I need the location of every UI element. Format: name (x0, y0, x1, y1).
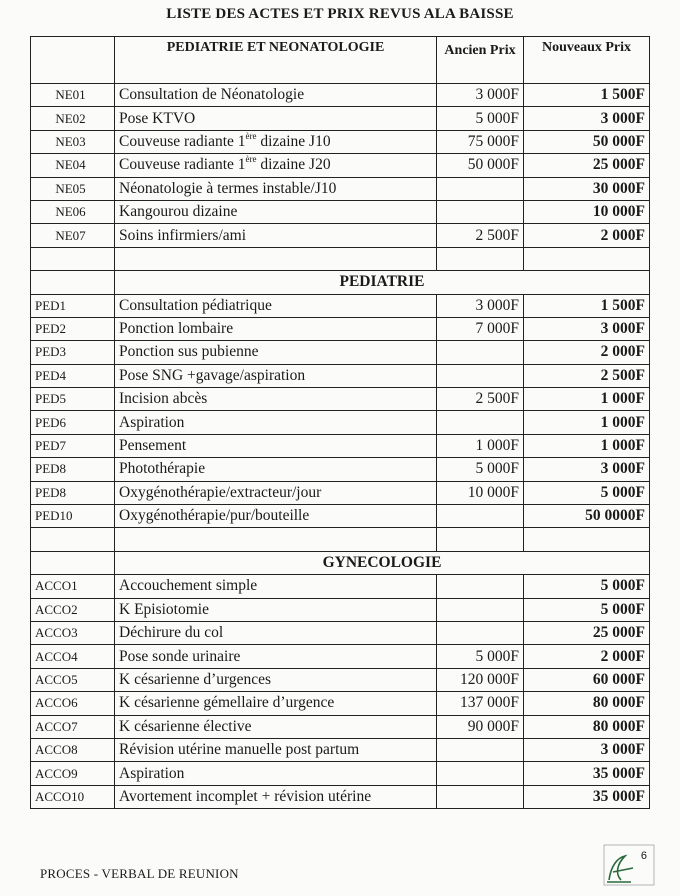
old-price: 2 500F (437, 224, 524, 247)
act-label (115, 154, 437, 177)
act-code: NE03 (31, 130, 115, 153)
act-label: Pensement (115, 434, 437, 457)
old-price (437, 177, 524, 200)
table-row (31, 575, 650, 598)
old-price (437, 200, 524, 223)
act-label: K césarienne gémellaire d’urgence (115, 692, 437, 715)
act-code: PED6 (31, 411, 115, 434)
new-price: 1 500F (524, 294, 650, 317)
old-price (437, 341, 524, 364)
table-row (31, 317, 650, 340)
act-code: ACCO10 (31, 785, 115, 808)
act-label-pre: Couveuse radiante 1 (119, 132, 246, 150)
table-row (31, 341, 650, 364)
act-label: Aspiration (115, 762, 437, 785)
old-price: 5 000F (437, 458, 524, 481)
table-row (31, 130, 650, 153)
table-row (31, 458, 650, 481)
table-row (31, 177, 650, 200)
act-label: Consultation pédiatrique (115, 294, 437, 317)
act-label: Accouchement simple (115, 575, 437, 598)
act-code: ACCO4 (31, 645, 115, 668)
table-row (31, 84, 650, 107)
act-label-pre: Couveuse radiante 1 (119, 156, 246, 174)
act-code: ACCO9 (31, 762, 115, 785)
act-code: NE02 (31, 107, 115, 130)
act-label: K Episiotomie (115, 598, 437, 621)
old-price (437, 738, 524, 761)
empty-row (31, 528, 650, 551)
act-label: Ponction lombaire (115, 317, 437, 340)
empty-row (31, 247, 650, 270)
table-row (31, 668, 650, 691)
act-code: NE04 (31, 154, 115, 177)
new-price: 50 0000F (524, 505, 650, 528)
table-row (31, 621, 650, 644)
old-price: 3 000F (437, 294, 524, 317)
old-price (437, 575, 524, 598)
page-number: 6 (640, 850, 647, 862)
act-code: PED10 (31, 505, 115, 528)
act-code: PED3 (31, 341, 115, 364)
act-label: Ponction sus pubienne (115, 341, 437, 364)
act-label: Incision abcès (115, 388, 437, 411)
act-label: Pose sonde urinaire (115, 645, 437, 668)
old-price: 2 500F (437, 388, 524, 411)
act-label: Kangourou dizaine (115, 200, 437, 223)
new-price: 1 500F (524, 84, 650, 107)
act-label: Aspiration (115, 411, 437, 434)
act-label: K césarienne élective (115, 715, 437, 738)
table-row (31, 785, 650, 808)
table-row (31, 154, 650, 177)
table-row (31, 481, 650, 504)
table-row (31, 200, 650, 223)
old-price (437, 621, 524, 644)
new-price: 3 000F (524, 317, 650, 340)
old-price: 5 000F (437, 107, 524, 130)
old-price (437, 505, 524, 528)
old-price: 3 000F (437, 84, 524, 107)
act-code: ACCO1 (31, 575, 115, 598)
new-price: 25 000F (524, 154, 650, 177)
section-title: PEDIATRIE (115, 271, 650, 294)
old-price (437, 411, 524, 434)
old-price: 10 000F (437, 481, 524, 504)
new-price: 5 000F (524, 598, 650, 621)
old-price (437, 598, 524, 621)
new-price: 3 000F (524, 738, 650, 761)
act-label: Avortement incomplet + révision utérine (115, 785, 437, 808)
new-price: 2 500F (524, 364, 650, 387)
act-code: PED8 (31, 458, 115, 481)
empty-cell (115, 528, 437, 551)
table-row (31, 388, 650, 411)
table-row (31, 224, 650, 247)
act-label-post: dizaine J20 (256, 156, 331, 174)
new-price: 10 000F (524, 200, 650, 223)
act-label (115, 130, 437, 153)
act-code: PED7 (31, 434, 115, 457)
act-label: Soins infirmiers/ami (115, 224, 437, 247)
new-price: 1 000F (524, 434, 650, 457)
old-price (437, 762, 524, 785)
old-price (437, 785, 524, 808)
footer-text: PROCES - VERBAL DE REUNION (40, 866, 239, 881)
new-price: 25 000F (524, 621, 650, 644)
section-row (31, 271, 650, 294)
act-code: PED5 (31, 388, 115, 411)
new-price: 60 000F (524, 668, 650, 691)
header-new-price: Nouveaux Prix (524, 37, 650, 84)
act-code: PED4 (31, 364, 115, 387)
new-price: 1 000F (524, 388, 650, 411)
act-code: PED1 (31, 294, 115, 317)
old-price: 7 000F (437, 317, 524, 340)
header-old-price: Ancien Prix (437, 37, 524, 84)
old-price: 75 000F (437, 130, 524, 153)
old-price (437, 364, 524, 387)
old-price: 50 000F (437, 154, 524, 177)
empty-cell (524, 247, 650, 270)
act-label-sup: ère (245, 154, 257, 165)
act-label: Pose KTVO (115, 107, 437, 130)
table-row (31, 411, 650, 434)
table-row (31, 762, 650, 785)
empty-cell (437, 247, 524, 270)
act-code: PED8 (31, 481, 115, 504)
act-code: ACCO2 (31, 598, 115, 621)
table-row (31, 364, 650, 387)
table-header-row (31, 37, 650, 84)
old-price: 120 000F (437, 668, 524, 691)
empty-cell (524, 528, 650, 551)
new-price: 35 000F (524, 785, 650, 808)
empty-cell (31, 551, 115, 574)
new-price: 30 000F (524, 177, 650, 200)
new-price: 1 000F (524, 411, 650, 434)
new-price: 50 000F (524, 130, 650, 153)
act-label-sup: ère (245, 130, 257, 141)
new-price: 5 000F (524, 575, 650, 598)
empty-cell (115, 247, 437, 270)
old-price: 1 000F (437, 434, 524, 457)
act-code: NE05 (31, 177, 115, 200)
new-price: 2 000F (524, 645, 650, 668)
empty-cell (31, 247, 115, 270)
table-row (31, 294, 650, 317)
act-label: Révision utérine manuelle post partum (115, 738, 437, 761)
header-section-title: PEDIATRIE ET NEONATOLOGIE (115, 37, 437, 84)
new-price: 2 000F (524, 341, 650, 364)
new-price: 80 000F (524, 692, 650, 715)
old-price: 5 000F (437, 645, 524, 668)
act-label: Consultation de Néonatologie (115, 84, 437, 107)
old-price: 137 000F (437, 692, 524, 715)
act-label-post: dizaine J10 (256, 132, 331, 150)
old-price: 90 000F (437, 715, 524, 738)
new-price: 3 000F (524, 107, 650, 130)
act-code: ACCO8 (31, 738, 115, 761)
act-code: ACCO5 (31, 668, 115, 691)
act-code: ACCO6 (31, 692, 115, 715)
act-label: Oxygénothérapie/extracteur/jour (115, 481, 437, 504)
new-price: 80 000F (524, 715, 650, 738)
table-row (31, 107, 650, 130)
act-code: NE01 (31, 84, 115, 107)
new-price: 3 000F (524, 458, 650, 481)
act-label: Oxygénothérapie/pur/bouteille (115, 505, 437, 528)
page-corner (603, 844, 655, 886)
act-label: Déchirure du col (115, 621, 437, 644)
header-code-cell (31, 37, 115, 84)
act-code: ACCO3 (31, 621, 115, 644)
act-label: Pose SNG +gavage/aspiration (115, 364, 437, 387)
act-code: NE06 (31, 200, 115, 223)
page-title: LISTE DES ACTES ET PRIX REVUS ALA BAISSE (166, 6, 514, 22)
empty-cell (437, 528, 524, 551)
table-row (31, 505, 650, 528)
section-title: GYNECOLOGIE (115, 551, 650, 574)
act-code: ACCO7 (31, 715, 115, 738)
new-price: 2 000F (524, 224, 650, 247)
empty-cell (31, 271, 115, 294)
table-row (31, 598, 650, 621)
new-price: 35 000F (524, 762, 650, 785)
section-row (31, 551, 650, 574)
table-row (31, 645, 650, 668)
table-row (31, 434, 650, 457)
table-row (31, 738, 650, 761)
act-label: K césarienne d’urgences (115, 668, 437, 691)
act-code: NE07 (31, 224, 115, 247)
empty-cell (31, 528, 115, 551)
table-row (31, 715, 650, 738)
act-code: PED2 (31, 317, 115, 340)
act-label: Néonatologie à termes instable/J10 (115, 177, 437, 200)
act-label: Photothérapie (115, 458, 437, 481)
table-row (31, 692, 650, 715)
new-price: 5 000F (524, 481, 650, 504)
signature-mark (603, 844, 655, 886)
price-table (30, 36, 650, 809)
